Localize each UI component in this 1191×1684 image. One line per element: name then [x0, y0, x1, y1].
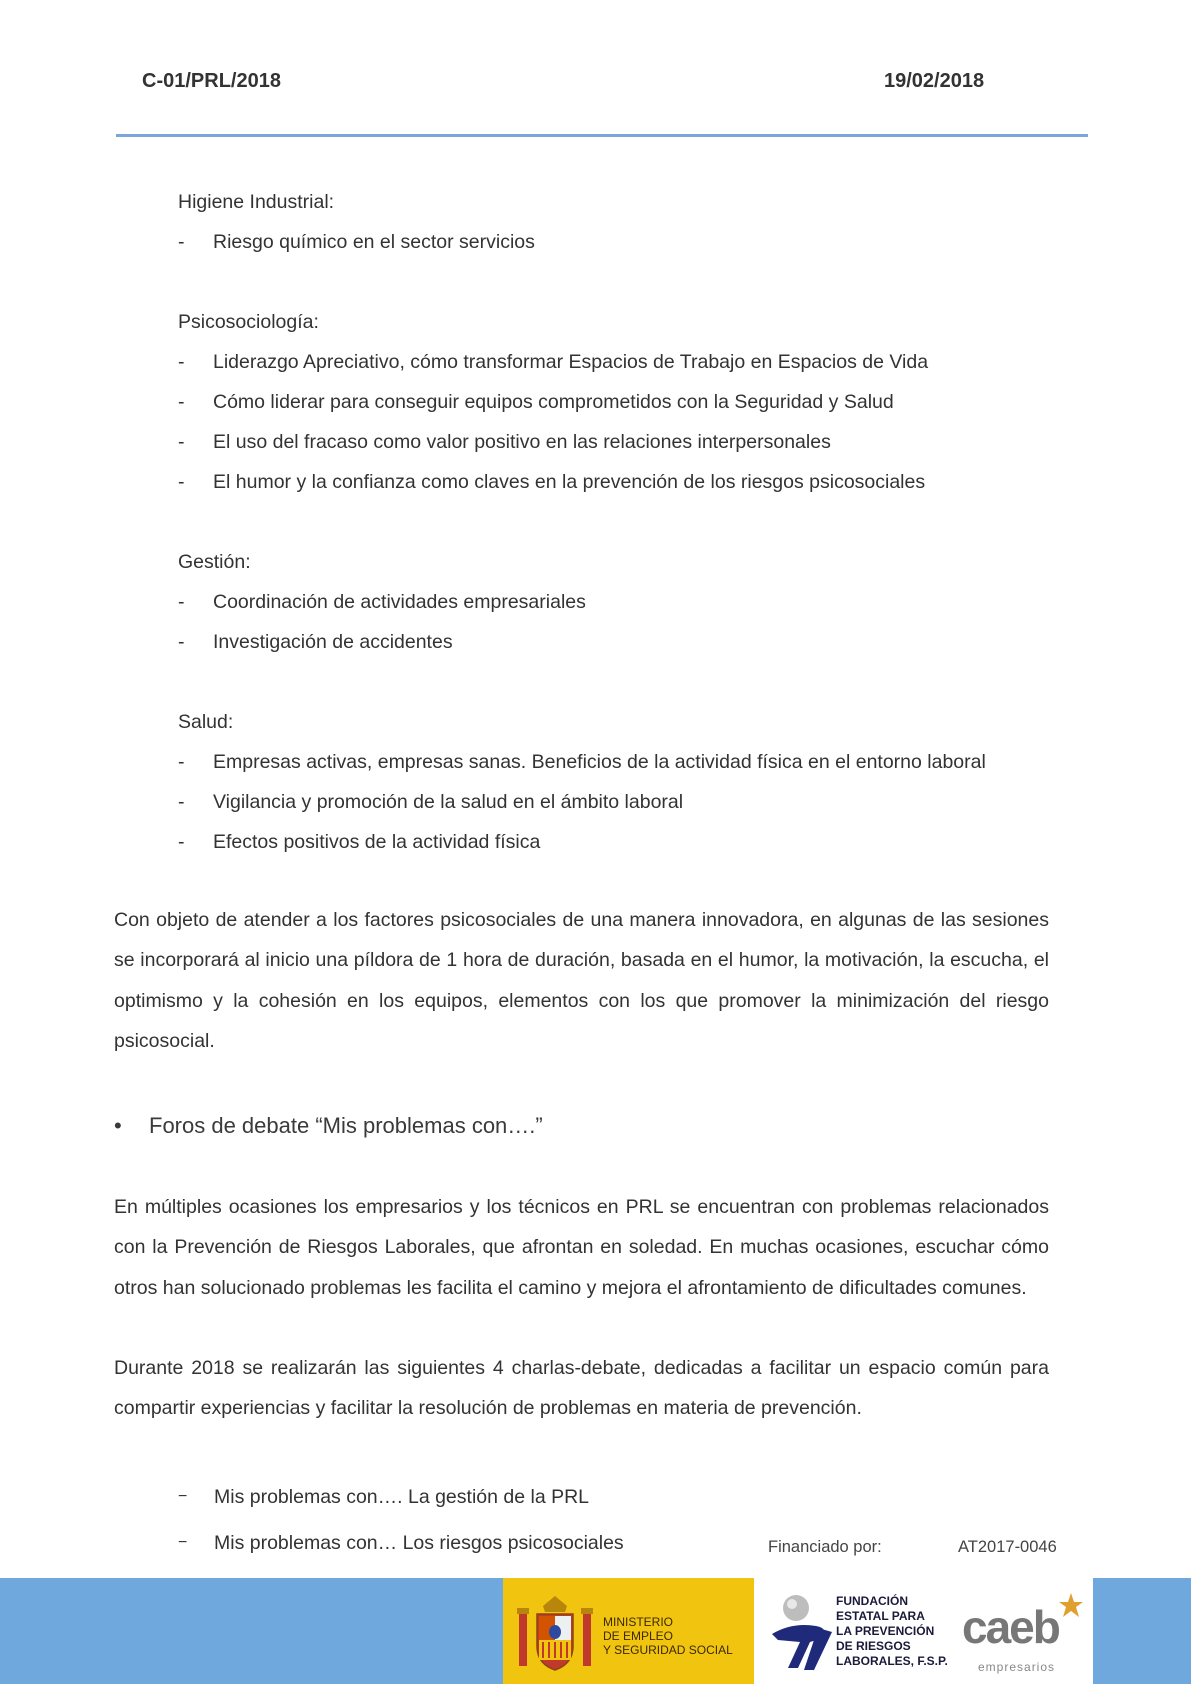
ministry-logo	[503, 1578, 754, 1684]
foundation-name: FUNDACIÓN ESTATAL PARA LA PREVENCIÓN DE RIESGOS LABORALES, F.S.P.	[836, 1594, 948, 1668]
partner-logos	[754, 1578, 1093, 1684]
list-item: − Mis problemas con…. La gestión de la PRL	[178, 1486, 590, 1508]
project-code: AT2017-0046	[958, 1538, 1057, 1556]
section-title: Higiene Industrial:	[178, 191, 335, 213]
financed-by-label: Financiado por:	[768, 1538, 882, 1556]
paragraph-psicosocial: Con objeto de atender a los factores psicosociales de una manera innovadora, en algunas de las sesiones se incorporará al inicio una píldora de 1 hora de duración, basada en el humor, la motivación, la escucha, el optimismo y la cohesión en los equipos, elementos con los que promover la minimización del riesgo psicosocial.	[114, 909, 1049, 1052]
document-code: C-01/PRL/2018	[142, 70, 281, 92]
list-item: - Riesgo químico en el sector servicios	[178, 231, 535, 253]
list-item: - Efectos positivos de la actividad física	[178, 831, 541, 853]
list-item: - Liderazgo Apreciativo, cómo transformar Espacios de Trabajo en Espacios de Vida	[178, 351, 929, 373]
list-item: - Coordinación de actividades empresariales	[178, 591, 586, 613]
page-header	[0, 70, 1191, 100]
paragraph-problemas: En múltiples ocasiones los empresarios y los técnicos en PRL se encuentran con problemas relacionados con la Prevención de Riesgos Laborales, que afrontan en soledad. En muchas ocasiones, escuchar cómo otros han solucionado problemas les facilita el camino y mejora el afrontamiento de dificultades comunes.	[114, 1196, 1049, 1299]
section-title: Gestión:	[178, 551, 251, 573]
foundation-logo-icon	[766, 1592, 836, 1674]
caeb-logo: caeb	[962, 1601, 1059, 1653]
list-item: - El humor y la confianza como claves en la prevención de los riesgos psicosociales	[178, 471, 926, 493]
section-title: Psicosociología:	[178, 311, 319, 333]
list-item: - Vigilancia y promoción de la salud en el ámbito laboral	[178, 791, 684, 813]
section-gestion	[178, 542, 1078, 662]
heading-text: Foros de debate “Mis problemas con….”	[149, 1113, 543, 1138]
list-item: - Investigación de accidentes	[178, 631, 453, 653]
caeb-subtitle: empresarios	[978, 1660, 1056, 1674]
list-item: − Mis problemas con… Los riesgos psicosociales	[178, 1532, 624, 1554]
list-item: - El uso del fracaso como valor positivo en las relaciones interpersonales	[178, 431, 831, 453]
list-item: - Empresas activas, empresas sanas. Beneficios de la actividad física en el entorno laboral	[178, 751, 986, 773]
section-higiene	[178, 182, 1078, 262]
document-date: 19/02/2018	[884, 70, 985, 92]
bullet-icon: •	[114, 1113, 122, 1138]
ministry-name: MINISTERIO DE EMPLEO Y SEGURIDAD SOCIAL	[603, 1615, 733, 1657]
paragraph-charlas: Durante 2018 se realizarán las siguientes 4 charlas-debate, dedicadas a facilitar un espacio común para compartir experiencias y facilitar la resolución de problemas en materia de prevención.	[114, 1357, 1049, 1420]
star-icon	[1058, 1592, 1084, 1618]
section-salud	[178, 702, 1078, 862]
header-divider	[116, 134, 1088, 137]
section-psicosociologia	[178, 302, 1078, 502]
topic-sections	[178, 182, 1078, 902]
section-title: Salud:	[178, 711, 234, 733]
coat-of-arms-icon	[515, 1592, 595, 1676]
list-item: - Cómo liderar para conseguir equipos comprometidos con la Seguridad y Salud	[178, 391, 894, 413]
